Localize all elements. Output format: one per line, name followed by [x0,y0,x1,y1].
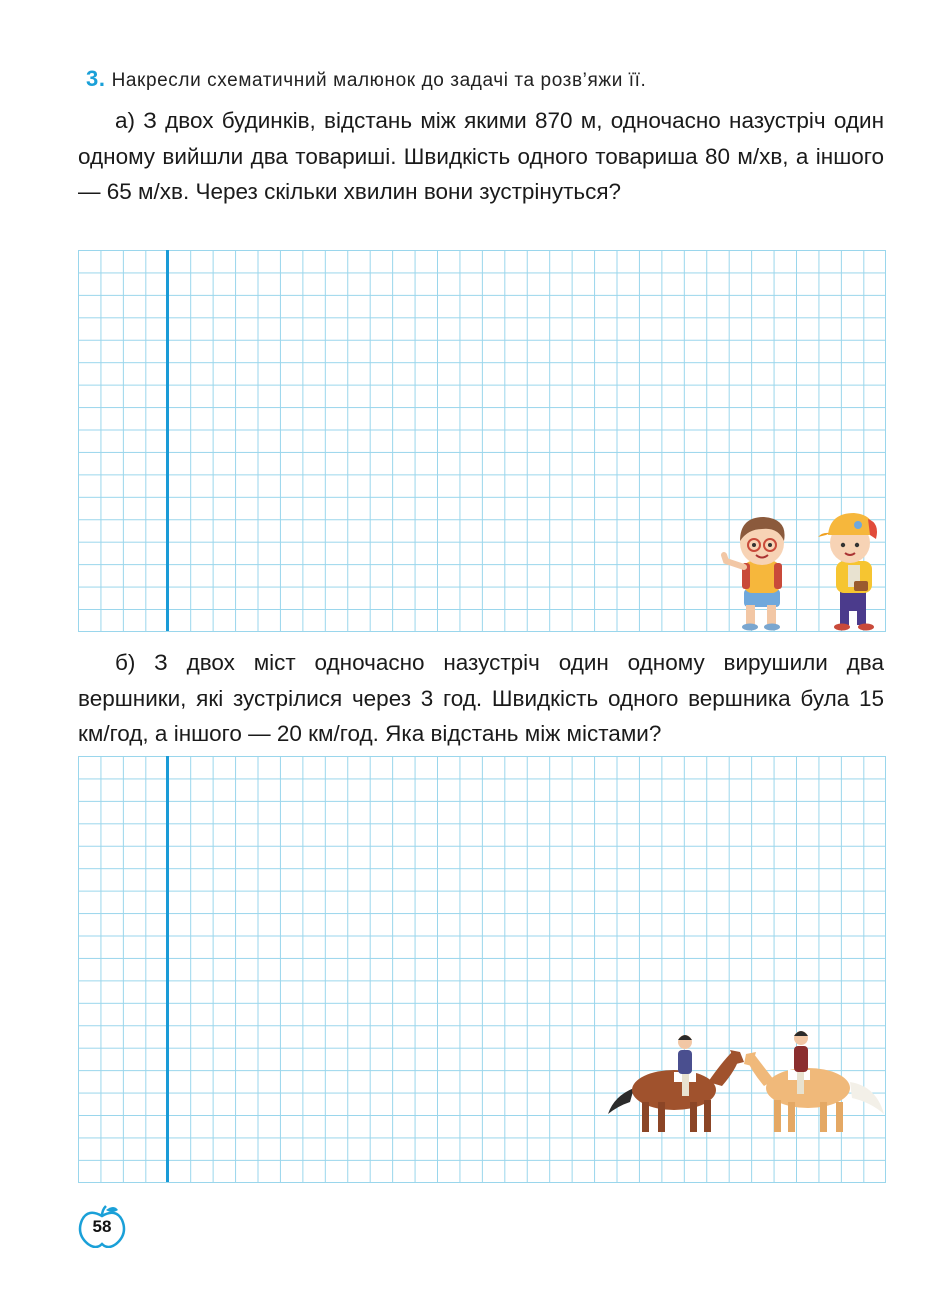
two-riders-illustration [604,1022,886,1140]
boy-with-cap [818,513,877,631]
two-boys-illustration [718,505,884,631]
task-number: 3. [86,66,106,91]
task-title: Накресли схематичний малюнок до задачі та розв’яжи її. [111,70,647,91]
grid-margin-line [166,756,169,1182]
task-header [86,66,886,92]
boy-with-glasses [724,517,785,631]
page-number: 58 [92,1217,112,1236]
brown-horse-rider [608,1035,744,1132]
grid-margin-line [166,250,169,631]
palomino-horse-rider [744,1031,884,1132]
problem-a-text: а) З двох будинків, відстань між якими 870 м, одночасно назустріч один одному вийшли два товариші. Швидкість одного товариша 80 м/хв, а іншого — 65 м/хв. Через скільки хвилин вони зустрінуться? [78,108,884,204]
problem-b-text: б) З двох міст одночасно назустріч один одному вирушили два вершники, які зустрілися через 3 год. Швидкість одного вершника була 15 км/год, а іншого — 20 км/год. Яка відстань між містами? [78,650,884,746]
